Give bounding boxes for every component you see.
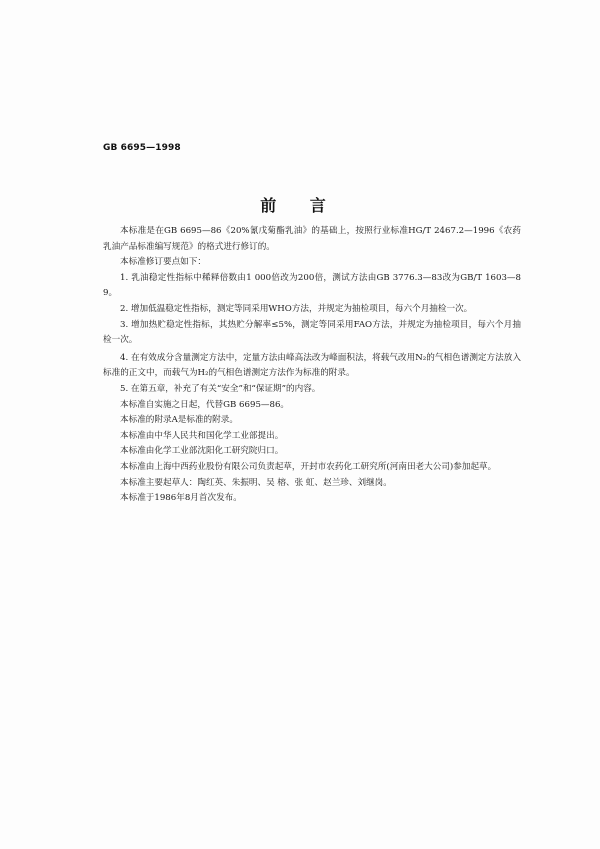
paragraph-revision-5: 5. 在第五章，补充了有关“安全”和“保证期”的内容。 [120,383,321,394]
paragraph-appendix: 本标准的附录A是标准的附录。 [120,415,238,426]
paragraph-drafters: 本标准主要起草人：陶红英、朱振明、吴 榕、张 虹、赵兰珍、刘继岗。 [120,477,392,488]
paragraph-revision-4: 4. 在有效成分含量测定方法中，定量方法由峰高法改为峰面积法，将载气改用N₂的气相色谱测定方法放入标准的正文中，而载气为H₂的气相色谱测定方法作为标准的附录。 [103,352,521,379]
paragraph-revision-3: 3. 增加热贮稳定性指标，其热贮分解率≤5%，测定等同采用FAO方法，并规定为抽检项目，每六个月抽检一次。 [103,319,521,346]
paragraph-revision-1: 1. 乳油稳定性指标中稀释倍数由1 000倍改为200倍，测试方法由GB 3776.3—83改为GB/T 1603—89。 [103,272,521,299]
paragraph-proposed-by: 本标准由中华人民共和国化学工业部提出。 [120,430,284,441]
paragraph-revision-2: 2. 增加低温稳定性指标，测定等同采用WHO方法，并规定为抽检项目，每六个月抽检一次。 [120,303,473,314]
paragraph-replaces: 本标准自实施之日起，代替GB 6695—86。 [120,399,290,410]
paragraph-first-issued: 本标准于1986年8月首次发布。 [120,493,242,504]
page-title: 前 言 [260,196,340,215]
paragraph-drafted-by: 本标准由上海中西药业股份有限公司负责起草，开封市农药化工研究所(河南田老大公司)参加起草。 [120,461,497,472]
standard-code: GB 6695—1998 [103,143,181,153]
foreword-body [103,224,521,507]
paragraph-revision-intro: 本标准修订要点如下： [120,257,206,268]
paragraph-centralized-by: 本标准由化学工业部沈阳化工研究院归口。 [120,446,284,457]
paragraph-basis: 本标准是在GB 6695—86《20%氰戊菊酯乳油》的基础上，按照行业标准HG/T 2467.2—1996《农药乳油产品标准编写规范》的格式进行修订的。 [103,226,521,252]
